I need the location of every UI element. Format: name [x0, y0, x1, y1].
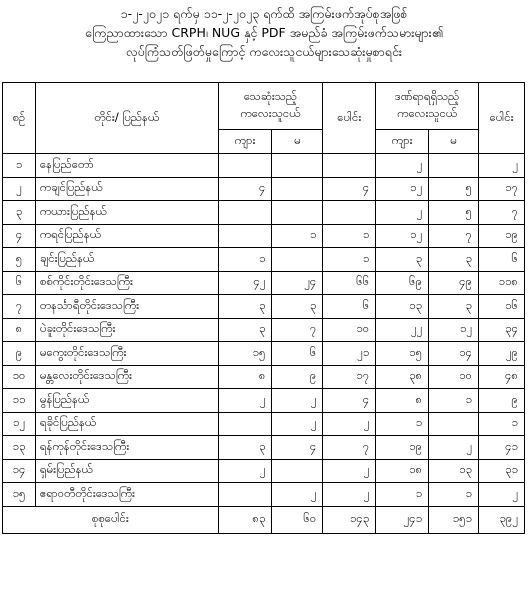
row-injured-male: ၁၂ — [376, 177, 429, 201]
row-injured-male: ၁၃ — [376, 295, 429, 319]
row-injured-male: ၆၉ — [376, 271, 429, 295]
row-injured-male: ၁ — [376, 483, 429, 507]
row-number: ၆ — [3, 271, 36, 295]
row-number: ၂ — [3, 177, 36, 201]
table-row — [3, 318, 525, 342]
row-injured-total: ၁၆ — [479, 295, 525, 319]
table-row — [3, 342, 525, 366]
total-injured-total: ၃၉၂ — [479, 506, 525, 533]
row-dead-total: ၄ — [323, 389, 376, 413]
row-dead-total: ၆၆ — [323, 271, 376, 295]
row-injured-total: ၂၉ — [479, 342, 525, 366]
row-number: ၉ — [3, 342, 36, 366]
row-dead-total — [323, 154, 376, 178]
row-dead-male: ၄၂ — [218, 271, 272, 295]
row-dead-male: ၃ — [218, 318, 272, 342]
row-number: ၁၂ — [3, 412, 36, 436]
row-region: နေပြည်တော် — [35, 154, 218, 178]
table-row — [3, 459, 525, 483]
total-injured-male: ၂၄၁ — [376, 506, 429, 533]
row-injured-male: ၁၉ — [376, 436, 429, 460]
row-number: ၄ — [3, 224, 36, 248]
header-injured-total: ပေါင်း — [479, 83, 525, 154]
row-dead-female — [272, 201, 323, 225]
row-dead-female: ၄ — [272, 436, 323, 460]
table-row — [3, 224, 525, 248]
row-injured-female: ၂ — [429, 436, 479, 460]
title-line-1: ၁-၂-၂၀၂၁ ရက်မှ ၁၁-၂-၂၀၂၃ ရက်ထိ အကြမ်းဖက်အုပ်စုအဖြစ် — [120, 6, 408, 21]
table-row — [3, 248, 525, 272]
row-injured-female: ၁၂ — [429, 318, 479, 342]
row-injured-male: ၃၈ — [376, 365, 429, 389]
row-region: ရှမ်းပြည်နယ် — [35, 459, 218, 483]
row-dead-male: ၃ — [218, 295, 272, 319]
table-row — [3, 412, 525, 436]
row-dead-female — [272, 154, 323, 178]
total-dead-total: ၁၄၃ — [323, 506, 376, 533]
row-number: ၁၀ — [3, 365, 36, 389]
row-injured-female: ၇ — [429, 224, 479, 248]
row-injured-total: ၉ — [479, 389, 525, 413]
table-row — [3, 295, 525, 319]
total-label: စုစုပေါင်း — [3, 506, 219, 533]
document-title — [0, 0, 528, 61]
header-dead-female: မ — [272, 130, 323, 154]
row-injured-total: ၂ — [479, 154, 525, 178]
row-dead-total: ၄ — [323, 177, 376, 201]
row-number: ၃ — [3, 201, 36, 225]
row-injured-total: ၁၇ — [479, 177, 525, 201]
row-dead-total — [323, 201, 376, 225]
row-dead-male — [218, 483, 272, 507]
table-row — [3, 271, 525, 295]
row-dead-female — [272, 177, 323, 201]
row-region: ရခိုင်ပြည်နယ် — [35, 412, 218, 436]
header-injured-male: ကျား — [376, 130, 429, 154]
row-number: ၁၄ — [3, 459, 36, 483]
table-row — [3, 483, 525, 507]
row-region: မွန်ပြည်နယ် — [35, 389, 218, 413]
header-region: တိုင်း/ ပြည်နယ် — [35, 83, 218, 154]
header-dead-male: ကျား — [218, 130, 272, 154]
row-dead-male: ၁၅ — [218, 342, 272, 366]
row-number: ၁၃ — [3, 436, 36, 460]
row-injured-total: ၃၁ — [479, 459, 525, 483]
row-injured-male: ၂၂ — [376, 318, 429, 342]
table-row — [3, 201, 525, 225]
table-row — [3, 365, 525, 389]
row-injured-male: ၁၅ — [376, 342, 429, 366]
casualty-table — [2, 82, 525, 534]
row-number: ၁၅ — [3, 483, 36, 507]
row-dead-total: ၁ — [323, 248, 376, 272]
row-dead-female: ၂ — [272, 412, 323, 436]
total-dead-female: ၆၀ — [272, 506, 323, 533]
row-number: ၇ — [3, 295, 36, 319]
row-injured-male: ၁၈ — [376, 459, 429, 483]
row-injured-male: ၃ — [376, 248, 429, 272]
row-injured-male: ၈ — [376, 389, 429, 413]
row-region: ကယားပြည်နယ် — [35, 201, 218, 225]
row-injured-total: ၂ — [479, 483, 525, 507]
total-injured-female: ၁၅၁ — [429, 506, 479, 533]
total-dead-male: ၈၃ — [218, 506, 272, 533]
row-dead-total: ၁ — [323, 224, 376, 248]
row-injured-female — [429, 412, 479, 436]
row-injured-total: ၁၁၈ — [479, 271, 525, 295]
header-injured-female: မ — [429, 130, 479, 154]
row-dead-total: ၁၀ — [323, 318, 376, 342]
row-dead-male: ၃ — [218, 436, 272, 460]
row-dead-total: ၂ — [323, 412, 376, 436]
row-dead-total: ၂၁ — [323, 342, 376, 366]
row-dead-male — [218, 154, 272, 178]
row-number: ၁၁ — [3, 389, 36, 413]
row-number: ၅ — [3, 248, 36, 272]
row-dead-male: ၂ — [218, 459, 272, 483]
table-row — [3, 389, 525, 413]
title-line-2: ကြေညာထားသော CRPH၊ NUG နှင့် PDF အမည်ခံ အကြမ်းဖက်သမားများ၏ — [85, 25, 443, 40]
table-row — [3, 436, 525, 460]
row-injured-female: ၃ — [429, 248, 479, 272]
row-dead-male — [218, 201, 272, 225]
row-region: စစ်ကိုင်းတိုင်းဒေသကြီး — [35, 271, 218, 295]
row-region: မကွေးတိုင်းဒေသကြီး — [35, 342, 218, 366]
row-dead-total: ၂ — [323, 459, 376, 483]
row-injured-female: ၁၃ — [429, 459, 479, 483]
row-injured-total: ၁၉ — [479, 224, 525, 248]
row-injured-total: ၄၈ — [479, 365, 525, 389]
row-injured-female: ၃ — [429, 295, 479, 319]
row-dead-female — [272, 248, 323, 272]
row-number: ၈ — [3, 318, 36, 342]
row-injured-female: ၁ — [429, 389, 479, 413]
header-no: စဉ် — [3, 83, 36, 154]
row-dead-female: ၂၄ — [272, 271, 323, 295]
row-dead-female: ၁ — [272, 224, 323, 248]
row-region: ပဲခူးတိုင်းဒေသကြီး — [35, 318, 218, 342]
row-injured-total: ၁ — [479, 412, 525, 436]
row-injured-female: ၅ — [429, 201, 479, 225]
row-dead-total: ၂ — [323, 483, 376, 507]
row-dead-male — [218, 224, 272, 248]
table-row — [3, 154, 525, 178]
row-dead-male — [218, 412, 272, 436]
row-injured-male: ၁ — [376, 412, 429, 436]
row-injured-male: ၂ — [376, 201, 429, 225]
row-dead-total: ၇ — [323, 436, 376, 460]
row-injured-total: ၃၄ — [479, 318, 525, 342]
row-injured-female: ၁ — [429, 483, 479, 507]
row-injured-total: ၄၁ — [479, 436, 525, 460]
row-region: ကရင်ပြည်နယ် — [35, 224, 218, 248]
row-dead-female: ၇ — [272, 318, 323, 342]
title-line-3: လုပ်ကြံသတ်ဖြတ်မှုကြောင့် ကလေးသူငယ်များသေဆုံးမှုစာရင်း — [125, 44, 403, 59]
header-dead-total: ပေါင်း — [323, 83, 376, 154]
total-row — [3, 506, 525, 533]
row-region: ဧရာဝတီတိုင်းဒေသကြီး — [35, 483, 218, 507]
row-injured-male: ၂ — [376, 154, 429, 178]
row-injured-female: ၁၄ — [429, 342, 479, 366]
row-dead-female: ၉ — [272, 365, 323, 389]
row-region: တနင်္သာရီတိုင်းဒေသကြီး — [35, 295, 218, 319]
header-dead-children: သေဆုံးသည့် ကလေးသူငယ် — [218, 83, 323, 130]
row-injured-female: ၄၉ — [429, 271, 479, 295]
row-dead-female — [272, 459, 323, 483]
row-dead-female: ၆ — [272, 342, 323, 366]
row-dead-female: ၂ — [272, 389, 323, 413]
row-injured-female: ၁၀ — [429, 365, 479, 389]
row-region: ရန်ကုန်တိုင်းဒေသကြီး — [35, 436, 218, 460]
row-region: ချင်းပြည်နယ် — [35, 248, 218, 272]
row-number: ၁ — [3, 154, 36, 178]
row-injured-total: ၆ — [479, 248, 525, 272]
row-dead-total: ၁၇ — [323, 365, 376, 389]
row-dead-male: ၁ — [218, 248, 272, 272]
row-dead-male: ၈ — [218, 365, 272, 389]
header-injured-children: ဒဏ်ရာရရှိသည့် ကလေးသူငယ် — [376, 83, 479, 130]
row-injured-total: ၇ — [479, 201, 525, 225]
row-injured-female — [429, 154, 479, 178]
row-dead-total: ၆ — [323, 295, 376, 319]
row-region: မန္တလေးတိုင်းဒေသကြီး — [35, 365, 218, 389]
row-injured-male: ၁၂ — [376, 224, 429, 248]
table-row — [3, 177, 525, 201]
row-dead-female: ၃ — [272, 295, 323, 319]
row-dead-male: ၄ — [218, 177, 272, 201]
row-injured-female: ၅ — [429, 177, 479, 201]
row-dead-female: ၂ — [272, 483, 323, 507]
row-region: ကချင်ပြည်နယ် — [35, 177, 218, 201]
row-dead-male: ၂ — [218, 389, 272, 413]
